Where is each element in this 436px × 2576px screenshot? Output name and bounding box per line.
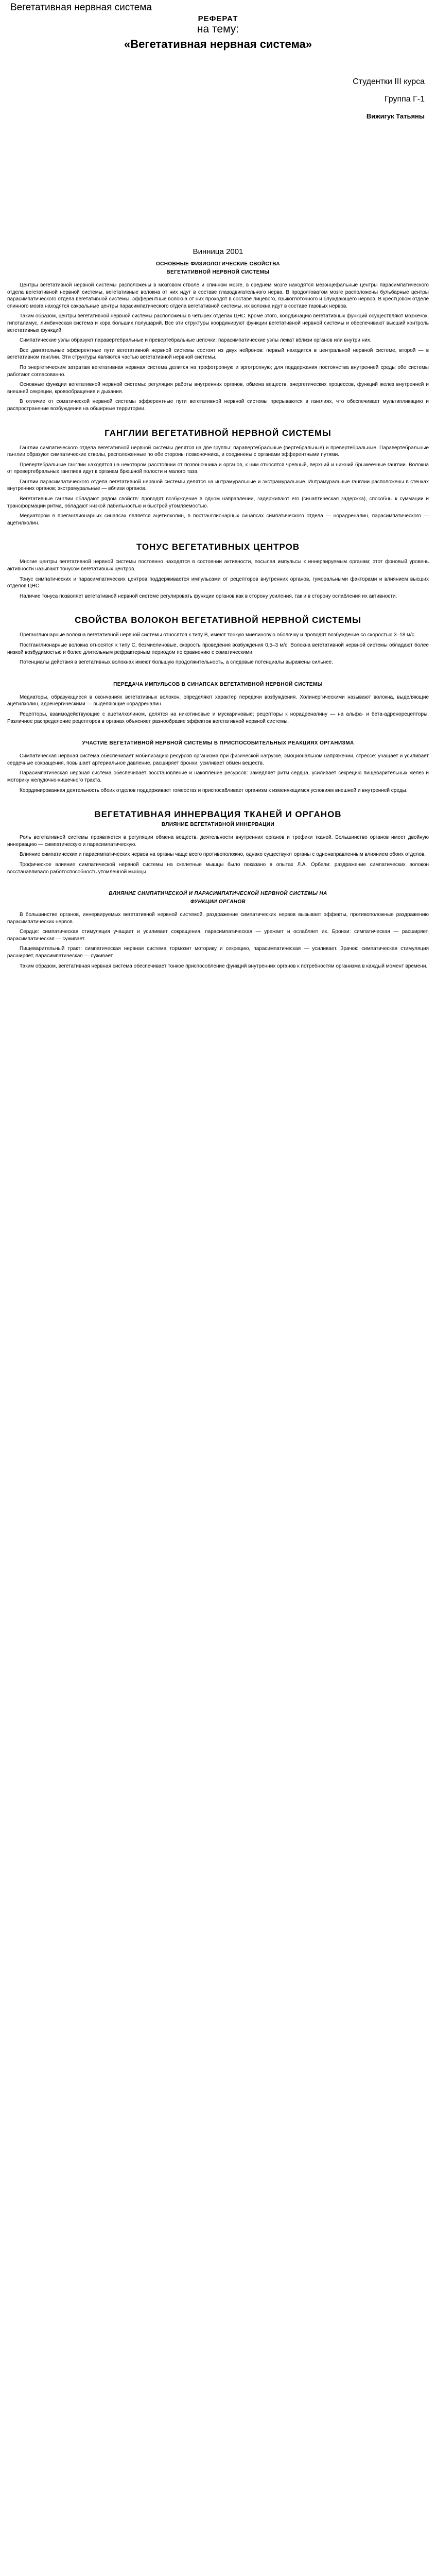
section-fiber-properties [7,614,429,666]
section-heading: ПЕРЕДАЧА ИМПУЛЬСОВ В СИНАПСАХ ВЕГЕТАТИВНОЙ НЕРВНОЙ СИСТЕМЫ [113,681,323,687]
city-year: Винница 2001 [193,247,243,256]
site-title: Вегетативная нервная система [10,2,152,13]
section-organ-functions [7,890,429,970]
section-physiological-properties [7,260,429,413]
paragraph: Влияние симпатических и парасимпатических нервов на органы чаще всего противоположно, однако существуют органы с однонаправленным влиянием обоих отделов. [20,852,426,858]
paragraph: Пищеварительный тракт: симпатическая нервная система тормозит моторику и секрецию, парасимпатическая — усиливает. Зрачок: симпатическая стимуляция расширяет, парасимпатическая — суживает. [7,946,429,959]
paragraph: В большинстве органов, иннервируемых вегетативной нервной системой, раздражение симпатических нервов вызывает эффекты, противоположные раздражению парасимпатических нервов. [7,912,429,925]
paragraph: Вегетативные ганглии обладают рядом свойств: проводят возбуждение в одном направлении, задерживают его (синаптическая задержка), способны к суммации и трансформации ритма, обладают низкой лабильностью и быстрой утомляемостью. [7,496,429,509]
section-adaptive-reactions [7,739,429,794]
student-group: Группа Г-1 [384,95,425,104]
paragraph: Рецепторы, взаимодействующие с ацетилхолином, делятся на никотиновые и мускариновые; рецепторы к норадреналину — на альфа- и бета-адренорецепторы. Различное распределение рецепторов в органах объясняет разнообразие эффектов вегетативной нервной системы. [7,711,429,724]
section-synaptic-transmission [7,681,429,725]
paragraph: Все двигательные эфферентные пути вегетативной нервной системы состоят из двух нейронов: первый находится в центральной нервной системе, второй — в вегетативном ганглии. Эти структуры являются частью вегетативной нервной системы. [7,347,429,361]
paragraph: Основные функции вегетативной нервной системы: регуляция работы внутренних органов, обмена веществ, энергетических процессов, функций желез внутренней и внешней секреции, кровообращения и дыхания. [7,382,429,395]
paragraph: Трофическое влияние симпатической нервной системы на скелетные мышцы было показано в опытах Л.А. Орбели: раздражение симпатических волокон восстанавливало работоспособность утомленной мышцы. [7,861,429,875]
section-heading: ТОНУС ВЕГЕТАТИВНЫХ ЦЕНТРОВ [136,542,300,552]
paragraph: Таким образом, вегетативная нервная система обеспечивает тонкое приспособление функций внутренних органов к потребностям организма в каждый момент времени. [20,963,428,969]
document-topic: «Вегетативная нервная система» [124,38,312,50]
section-subheading: ФУНКЦИИ ОРГАНОВ [190,899,246,905]
paragraph: Постганглионарные волокна относятся к типу C, безмиелиновые, скорость проведения возбуждения 0,5–3 м/с. Волокна вегетативной нервной системы обладают более низкой возбудимостью и более длительным рефрактерным периодом по сравнению с соматическими. [7,642,429,655]
paragraph: Координированная деятельность обоих отделов поддерживает гомеостаз и приспосабливает организм к изменяющимся условиям внешней и внутренней среды. [20,787,408,793]
section-heading: ОСНОВНЫЕ ФИЗИОЛОГИЧЕСКИЕ СВОЙСТВА [155,261,281,267]
paragraph: Медиатором в преганглионарных синапсах является ацетилхолин, в постганглионарных синапсах симпатического отдела — норадреналин, парасимпатического — ацетилхолин. [7,513,429,526]
section-heading: ВЕГЕТАТИВНАЯ ИННЕРВАЦИЯ ТКАНЕЙ И ОРГАНОВ [94,809,342,820]
paragraph: Многие центры вегетативной нервной системы постоянно находятся в состоянии активности, посылая импульсы к иннервируемым органам; этот фоновый уровень активности называют тонусом вегетативных центров. [7,559,429,572]
paragraph: Центры вегетативной нервной системы расположены в мозговом стволе и спинном мозге, в среднем мозге находятся мезэнцефальные центры парасимпатического отдела вегетативной нервной системы, вегетативные волокна от них идут в составе глазодвигательного нерва. В продолговатом мозге расположены бульбарные центры парасимпатического отдела вегетативной системы, эфферентные волокна от них проходят в составе лицевого, языкоглоточного и блуждающего нервов. В крестцовом отделе спинного мозга находятся сакральные центры парасимпатического отдела вегетативной системы, их волокна идут в составе тазовых нервов. [7,282,429,309]
section-subheading: ВЕГЕТАТИВНОЙ НЕРВНОЙ СИСТЕМЫ [166,269,270,275]
paragraph: Тонус симпатических и парасимпатических центров поддерживается импульсами от рецепторов внутренних органов, гуморальными факторами и влиянием высших отделов ЦНС. [7,576,429,589]
section-heading: СВОЙСТВА ВОЛОКОН ВЕГЕТАТИВНОЙ НЕРВНОЙ СИСТЕМЫ [75,615,361,625]
author-block [353,77,425,128]
paragraph: Роль вегетативной системы проявляется в регуляции обмена веществ, деятельности внутренних органов и трофики тканей. Большинство органов имеет двойную иннервацию — симпатическую и парасимпатическую. [7,835,429,848]
section-tonus [7,541,429,600]
section-heading: УЧАСТИЕ ВЕГЕТАТИВНОЙ НЕРВНОЙ СИСТЕМЫ В ПРИСПОСОБИТЕЛЬНЫХ РЕАКЦИЯХ ОРГАНИЗМА [82,740,354,747]
section-innervation [7,808,429,875]
paragraph: Сердце: симпатическая стимуляция учащает и усиливает сокращения, парасимпатическая — урежает и ослабляет их. Бронхи: симпатическая — расширяет, парасимпатическая — суживает. [7,929,429,942]
paragraph: Ганглии парасимпатического отдела вегетативной нервной системы делятся на интрамуральные и экстрамуральные. Интрамуральные ганглии расположены в стенках внутренних органов; экстрамуральные — вблизи органов. [7,479,429,492]
section-subheading: ВЛИЯНИЕ ВЕГЕТАТИВНОЙ ИННЕРВАЦИИ [161,822,275,828]
paragraph: Превертебральные ганглии находятся на некотором расстоянии от позвоночника и органов, к ним относятся чревный, верхний и нижний брыжеечные ганглии. Волокна от превертебральных ганглиев идут к органам брюшной полости и малого таза. [7,462,429,475]
paragraph: Таким образом, центры вегетативной нервной системы расположены в четырех отделах ЦНС. Кроме этого, координацию вегетативных функций осуществляют мозжечок, гипоталамус, лимбическая система и кора больших полушарий. Все эти структуры координируют функции вегетативной нервной системы и обеспечивают высший контроль вегетативных функций. [7,313,429,333]
document-on-topic: на тему: [197,23,239,35]
student-course: Студентки III курса [353,77,425,86]
section-heading: ГАНГЛИИ ВЕГЕТАТИВНОЙ НЕРВНОЙ СИСТЕМЫ [104,428,332,438]
section-heading: ВЛИЯНИЕ СИМПАТИЧЕСКОЙ И ПАРАСИМПАТИЧЕСКОЙ НЕРВНОЙ СИСТЕМЫ НА [109,891,327,897]
paragraph: По энергетическим затратам вегетативная нервная система делится на трофотропную и эрготропную; для поддержания постоянства внутренней среды обе системы работают согласованно. [7,364,429,378]
paragraph: Симпатическая нервная система обеспечивает мобилизацию ресурсов организма при физической нагрузке, эмоциональном напряжении, стрессе: учащает и усиливает сердечные сокращения, повышает артериальное давление, расширяет бронхи, усиливает обмен веществ. [7,753,429,766]
paragraph: Потенциалы действия в вегетативных волокнах имеют большую продолжительность, а следовые потенциалы выражены сильнее. [20,659,333,666]
paragraph: Наличие тонуса позволяет вегетативной нервной системе регулировать функции органов как в сторону усиления, так и в сторону ослабления их активности. [20,593,397,599]
document-type: РЕФЕРАТ [198,14,238,23]
document-body [7,247,429,973]
paragraph: В отличие от соматической нервной системы эфферентные пути вегетативной нервной системы прерываются в ганглиях, что обеспечивает мультипликацию и распространение возбуждения на обширные территории. [7,399,429,412]
paragraph: Преганглионарные волокна вегетативной нервной системы относятся к типу B, имеют тонкую миелиновую оболочку и проводят возбуждение со скоростью 3–18 м/с. [20,632,416,638]
paragraph: Симпатические узлы образуют паравертебральные и превертебральные цепочки; парасимпатические узлы лежат вблизи органов или внутри них. [20,337,372,344]
paragraph: Медиаторы, образующиеся в окончаниях вегетативных волокон, определяют характер передачи возбуждения. Холинергическими называют волокна, выделяющие ацетилхолин, адренергическими — выделяющие норадреналин. [7,694,429,707]
paragraph: Парасимпатическая нервная система обеспечивает восстановление и накопление ресурсов: замедляет ритм сердца, усиливает секрецию пищеварительных желез и моторику желудочно-кишечного тракта. [7,770,429,783]
author-name: Вижигук Татьяны [366,112,425,120]
paragraph: Ганглии симпатического отдела вегетативной нервной системы делятся на две группы: паравертебральные (вертебральные) и превертебральные. Паравертебральные ганглии образуют симпатические стволы, расположенные по обе стороны позвоночника, и соединены с органами эфферентными путями. [7,445,429,458]
section-ganglia [7,427,429,527]
